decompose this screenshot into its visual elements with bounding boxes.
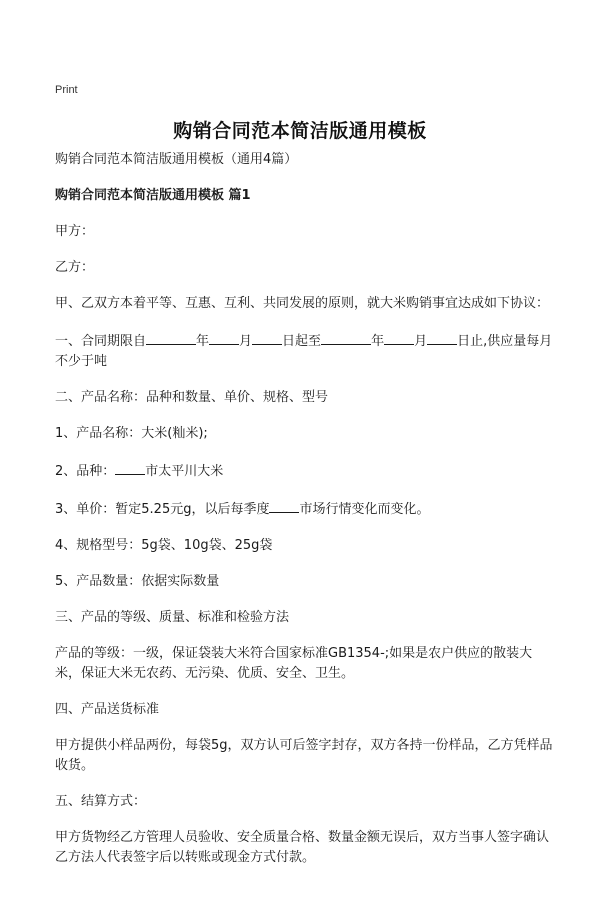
item4-heading: 四、产品送货标准 [55,702,160,717]
item4-body: 甲方提供小样品两份，每袋5g，双方认可后签字封存，双方各持一份样品，乙方凭样品收货。 [55,738,553,773]
item5-heading: 五、结算方式： [55,794,147,809]
party-a-line: 甲方： [55,224,95,239]
item2-4-line: 4、规格型号：5g袋、10g袋、25g袋 [55,538,273,553]
item3-heading: 三、产品的等级、质量、标准和检验方法 [55,610,290,625]
item2-3-text-1: 3、单价：暂定5.25元g，以后每季度 [55,502,270,517]
blank-end-month [384,330,414,345]
item3-body: 产品的等级：一级，保证袋装大米符合国家标准GB1354-;如果是农户供应的散装大米，保证大米无农药、无污染、优质、安全、卫生。 [55,646,533,681]
item2-3-line [55,498,555,520]
blank-end-year [321,330,371,345]
item2-1-line: 1、产品名称：大米(籼米); [55,426,208,441]
document-subtitle: 购销合同范本简洁版通用模板（通用4篇） [55,152,298,167]
term-text-7: 日止,供应量每月不少于吨 [55,334,553,369]
term-text-2: 年 [196,334,210,349]
blank-variety [115,460,145,475]
item5-body: 甲方货物经乙方管理人员验收、安全质量合格、数量金额无误后，双方当事人签字确认乙方法人代表签字后以转账或现金方式付款。 [55,830,550,865]
term-text-3: 月 [239,334,253,349]
blank-start-day [252,330,282,345]
term-text-5: 年 [371,334,385,349]
term-text-1: 一、合同期限自 [55,334,147,349]
item2-2-line [55,460,555,482]
term-text-6: 月 [414,334,428,349]
document-title: 购销合同范本简洁版通用模板 [173,120,427,142]
blank-end-day [427,330,457,345]
print-label[interactable]: Print [55,84,78,96]
section-heading: 购销合同范本简洁版通用模板 篇1 [55,188,251,203]
item2-5-line: 5、产品数量：依据实际数量 [55,574,220,589]
intro-paragraph: 甲、乙双方本着平等、互惠、互利、共同发展的原则，就大米购销事宜达成如下协议： [55,296,550,311]
party-b-line: 乙方： [55,260,95,275]
item2-heading: 二、产品名称：品种和数量、单价、规格、型号 [55,390,329,405]
item2-2-text-1: 2、品种： [55,464,116,479]
term-paragraph [55,330,555,372]
item2-2-text-2: 市太平川大米 [145,464,224,479]
blank-start-month [209,330,239,345]
document-body [55,150,555,884]
term-text-4: 日起至 [282,334,322,349]
blank-price-basis [269,498,299,513]
item2-3-text-2: 市场行情变化而变化。 [299,502,430,517]
blank-start-year [146,330,196,345]
